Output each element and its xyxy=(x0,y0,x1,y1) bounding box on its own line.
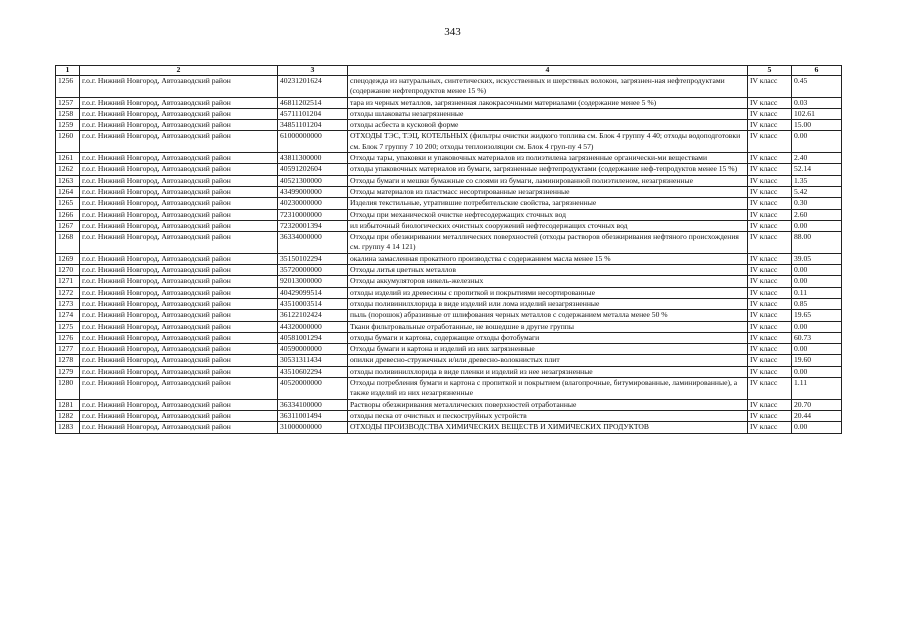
hazard-class-cell: IV класс xyxy=(748,366,792,377)
waste-code-cell: 40231201624 xyxy=(278,76,348,98)
waste-name-cell: отходы асбеста в кусковой форме xyxy=(348,120,748,131)
row-number-cell: 1260 xyxy=(56,131,80,153)
waste-name-cell: опилки древесно-стружечных и/или древесно-волокнистых плит xyxy=(348,355,748,366)
hazard-class-cell: IV класс xyxy=(748,287,792,298)
table-row xyxy=(56,344,842,355)
row-number-cell: 1268 xyxy=(56,232,80,254)
page-number: 343 xyxy=(444,26,461,38)
column-header-3: 3 xyxy=(278,66,348,76)
waste-name-cell: тара из черных металлов, загрязненная лакокрасочными материалами (содержание менее 5 %) xyxy=(348,97,748,108)
waste-name-cell: отходы бумаги и картона, содержащие отходы фотобумаги xyxy=(348,332,748,343)
waste-code-cell: 72310000000 xyxy=(278,209,348,220)
hazard-class-cell: IV класс xyxy=(748,186,792,197)
organization-cell: г.о.г. Нижний Новгород, Автозаводский район xyxy=(80,76,278,98)
amount-cell: 0.11 xyxy=(792,287,842,298)
table-row xyxy=(56,108,842,119)
organization-cell: г.о.г. Нижний Новгород, Автозаводский район xyxy=(80,186,278,197)
organization-cell: г.о.г. Нижний Новгород, Автозаводский район xyxy=(80,120,278,131)
table-row xyxy=(56,220,842,231)
hazard-class-cell: IV класс xyxy=(748,344,792,355)
table-row xyxy=(56,310,842,321)
hazard-class-cell: IV класс xyxy=(748,276,792,287)
waste-code-cell: 43499000000 xyxy=(278,186,348,197)
column-header-6: 6 xyxy=(792,66,842,76)
organization-cell: г.о.г. Нижний Новгород, Автозаводский район xyxy=(80,344,278,355)
amount-cell: 39.05 xyxy=(792,253,842,264)
table-row xyxy=(56,253,842,264)
column-header-5: 5 xyxy=(748,66,792,76)
organization-cell: г.о.г. Нижний Новгород, Автозаводский район xyxy=(80,276,278,287)
hazard-class-cell: IV класс xyxy=(748,310,792,321)
waste-code-cell: 40230000000 xyxy=(278,198,348,209)
table-row xyxy=(56,410,842,421)
waste-code-cell: 44320000000 xyxy=(278,321,348,332)
waste-code-cell: 72320001394 xyxy=(278,220,348,231)
table-row xyxy=(56,164,842,175)
waste-name-cell: Ткани фильтровальные отработанные, не вошедшие в другие группы xyxy=(348,321,748,332)
organization-cell: г.о.г. Нижний Новгород, Автозаводский район xyxy=(80,410,278,421)
row-number-cell: 1258 xyxy=(56,108,80,119)
organization-cell: г.о.г. Нижний Новгород, Автозаводский район xyxy=(80,175,278,186)
amount-cell: 2.40 xyxy=(792,153,842,164)
row-number-cell: 1270 xyxy=(56,265,80,276)
organization-cell: г.о.г. Нижний Новгород, Автозаводский район xyxy=(80,321,278,332)
waste-name-cell: отходы поливинилхлорида в виде изделий или лома изделий незагрязненные xyxy=(348,298,748,309)
waste-code-cell: 43510602294 xyxy=(278,366,348,377)
waste-code-cell: 40581001294 xyxy=(278,332,348,343)
waste-name-cell: ОТХОДЫ ПРОИЗВОДСТВА ХИМИЧЕСКИХ ВЕЩЕСТВ И ХИМИЧЕСКИХ ПРОДУКТОВ xyxy=(348,422,748,433)
organization-cell: г.о.г. Нижний Новгород, Автозаводский район xyxy=(80,253,278,264)
amount-cell: 1.11 xyxy=(792,378,842,400)
amount-cell: 102.61 xyxy=(792,108,842,119)
row-number-cell: 1274 xyxy=(56,310,80,321)
amount-cell: 0.00 xyxy=(792,131,842,153)
row-number-cell: 1257 xyxy=(56,97,80,108)
hazard-class-cell: IV класс xyxy=(748,175,792,186)
row-number-cell: 1266 xyxy=(56,209,80,220)
amount-cell: 0.00 xyxy=(792,321,842,332)
amount-cell: 19.60 xyxy=(792,355,842,366)
waste-code-cell: 36311001494 xyxy=(278,410,348,421)
row-number-cell: 1276 xyxy=(56,332,80,343)
amount-cell: 20.70 xyxy=(792,399,842,410)
amount-cell: 0.00 xyxy=(792,276,842,287)
waste-name-cell: Отходы бумаги и картона и изделий из них загрязненные xyxy=(348,344,748,355)
organization-cell: г.о.г. Нижний Новгород, Автозаводский район xyxy=(80,366,278,377)
hazard-class-cell: IV класс xyxy=(748,97,792,108)
table-row xyxy=(56,120,842,131)
row-number-cell: 1272 xyxy=(56,287,80,298)
row-number-cell: 1261 xyxy=(56,153,80,164)
hazard-class-cell: IV класс xyxy=(748,108,792,119)
waste-name-cell: Отходы потребления бумаги и картона с пропиткой и покрытием (влагопрочные, битумированные, ламинированные), а также изделий из них незагрязненные xyxy=(348,378,748,400)
column-header-1: 1 xyxy=(56,66,80,76)
waste-code-cell: 40591202604 xyxy=(278,164,348,175)
amount-cell: 88.00 xyxy=(792,232,842,254)
waste-name-cell: отходы упаковочных материалов из бумаги, загрязненные нефтепродуктами (содержание неф-тепродуктов менее 15 %) xyxy=(348,164,748,175)
hazard-class-cell: IV класс xyxy=(748,298,792,309)
table-row xyxy=(56,232,842,254)
waste-name-cell: Изделия текстильные, утратившие потребительские свойства, загрязненные xyxy=(348,198,748,209)
organization-cell: г.о.г. Нижний Новгород, Автозаводский район xyxy=(80,298,278,309)
hazard-class-cell: IV класс xyxy=(748,198,792,209)
hazard-class-cell: IV класс xyxy=(748,265,792,276)
hazard-class-cell: IV класс xyxy=(748,153,792,164)
waste-name-cell: Отходы бумаги и мешки бумажные со слоями из бумаги, ламинированной полиэтиленом, незагрязненные xyxy=(348,175,748,186)
row-number-cell: 1273 xyxy=(56,298,80,309)
organization-cell: г.о.г. Нижний Новгород, Автозаводский район xyxy=(80,97,278,108)
row-number-cell: 1277 xyxy=(56,344,80,355)
amount-cell: 0.00 xyxy=(792,366,842,377)
waste-name-cell: отходы поливинилхлорида в виде пленки и изделий из нее незагрязненные xyxy=(348,366,748,377)
amount-cell: 15.00 xyxy=(792,120,842,131)
row-number-cell: 1265 xyxy=(56,198,80,209)
header-row xyxy=(56,66,842,76)
amount-cell: 5.42 xyxy=(792,186,842,197)
table-row xyxy=(56,399,842,410)
waste-code-cell: 36122102424 xyxy=(278,310,348,321)
waste-code-cell: 34851101204 xyxy=(278,120,348,131)
amount-cell: 0.00 xyxy=(792,422,842,433)
waste-name-cell: окалина замасленная прокатного производства с содержанием масла менее 15 % xyxy=(348,253,748,264)
amount-cell: 0.30 xyxy=(792,198,842,209)
hazard-class-cell: IV класс xyxy=(748,422,792,433)
hazard-class-cell: IV класс xyxy=(748,399,792,410)
table-row xyxy=(56,209,842,220)
waste-code-cell: 30531311434 xyxy=(278,355,348,366)
table-row xyxy=(56,97,842,108)
table-row xyxy=(56,276,842,287)
waste-code-cell: 43510003514 xyxy=(278,298,348,309)
hazard-class-cell: IV класс xyxy=(748,321,792,332)
waste-name-cell: ил избыточный биологических очистных сооружений нефтесодержащих сточных вод xyxy=(348,220,748,231)
table-row xyxy=(56,265,842,276)
waste-name-cell: пыль (порошок) абразивные от шлифования черных металлов с содержанием металла менее 50 % xyxy=(348,310,748,321)
table-row xyxy=(56,153,842,164)
waste-name-cell: Отходы при механической очистке нефтесодержащих сточных вод xyxy=(348,209,748,220)
table-row xyxy=(56,321,842,332)
organization-cell: г.о.г. Нижний Новгород, Автозаводский район xyxy=(80,153,278,164)
amount-cell: 19.65 xyxy=(792,310,842,321)
waste-code-cell: 45711101204 xyxy=(278,108,348,119)
hazard-class-cell: IV класс xyxy=(748,209,792,220)
organization-cell: г.о.г. Нижний Новгород, Автозаводский район xyxy=(80,198,278,209)
row-number-cell: 1269 xyxy=(56,253,80,264)
waste-name-cell: отходы шлаковаты незагрязненные xyxy=(348,108,748,119)
table-row xyxy=(56,366,842,377)
organization-cell: г.о.г. Нижний Новгород, Автозаводский район xyxy=(80,164,278,175)
hazard-class-cell: IV класс xyxy=(748,410,792,421)
table-row xyxy=(56,186,842,197)
waste-code-cell: 36334100000 xyxy=(278,399,348,410)
row-number-cell: 1280 xyxy=(56,378,80,400)
row-number-cell: 1278 xyxy=(56,355,80,366)
amount-cell: 0.00 xyxy=(792,265,842,276)
waste-name-cell: отходы изделий из древесины с пропиткой и покрытиями несортированные xyxy=(348,287,748,298)
hazard-class-cell: IV класс xyxy=(748,220,792,231)
waste-code-cell: 36334000000 xyxy=(278,232,348,254)
organization-cell: г.о.г. Нижний Новгород, Автозаводский район xyxy=(80,332,278,343)
amount-cell: 0.45 xyxy=(792,76,842,98)
row-number-cell: 1282 xyxy=(56,410,80,421)
table-row xyxy=(56,378,842,400)
row-number-cell: 1259 xyxy=(56,120,80,131)
amount-cell: 20.44 xyxy=(792,410,842,421)
waste-registry-table xyxy=(55,65,842,434)
waste-name-cell: Отходы аккумуляторов никель-железных xyxy=(348,276,748,287)
table-row xyxy=(56,175,842,186)
table-row xyxy=(56,287,842,298)
waste-name-cell: Отходы при обезжиривании металлических поверхностей (отходы растворов обезжиривания нефтяного происхождения см. группу 4 14 121) xyxy=(348,232,748,254)
waste-name-cell: Отходы тары, упаковки и упаковочных материалов из полиэтилена загрязненные органически-ми веществами xyxy=(348,153,748,164)
waste-name-cell: Отходы материалов из пластмасс несортированные незагрязненные xyxy=(348,186,748,197)
waste-code-cell: 40520000000 xyxy=(278,378,348,400)
organization-cell: г.о.г. Нижний Новгород, Автозаводский район xyxy=(80,232,278,254)
organization-cell: г.о.г. Нижний Новгород, Автозаводский район xyxy=(80,399,278,410)
waste-code-cell: 40429099514 xyxy=(278,287,348,298)
table-row xyxy=(56,355,842,366)
hazard-class-cell: IV класс xyxy=(748,232,792,254)
organization-cell: г.о.г. Нижний Новгород, Автозаводский район xyxy=(80,131,278,153)
table-row xyxy=(56,131,842,153)
waste-code-cell: 35720000000 xyxy=(278,265,348,276)
waste-name-cell: ОТХОДЫ ТЭС, ТЭЦ, КОТЕЛЬНЫХ (фильтры очистки жидкого топлива см. Блок 4 группу 4 40; отходы водоподготовки см. Блок 7 группу 7 10 200; отходы теплоизоляции см. Блок 4 груп-пу 4 57) xyxy=(348,131,748,153)
hazard-class-cell: IV класс xyxy=(748,378,792,400)
amount-cell: 0.00 xyxy=(792,220,842,231)
row-number-cell: 1271 xyxy=(56,276,80,287)
waste-code-cell: 43811300000 xyxy=(278,153,348,164)
hazard-class-cell: IV класс xyxy=(748,164,792,175)
row-number-cell: 1262 xyxy=(56,164,80,175)
row-number-cell: 1267 xyxy=(56,220,80,231)
hazard-class-cell: IV класс xyxy=(748,120,792,131)
row-number-cell: 1275 xyxy=(56,321,80,332)
waste-code-cell: 40521300000 xyxy=(278,175,348,186)
amount-cell: 1.35 xyxy=(792,175,842,186)
hazard-class-cell: IV класс xyxy=(748,131,792,153)
organization-cell: г.о.г. Нижний Новгород, Автозаводский район xyxy=(80,355,278,366)
table-body xyxy=(56,76,842,434)
row-number-cell: 1264 xyxy=(56,186,80,197)
column-header-2: 2 xyxy=(80,66,278,76)
column-header-4: 4 xyxy=(348,66,748,76)
amount-cell: 0.85 xyxy=(792,298,842,309)
hazard-class-cell: IV класс xyxy=(748,332,792,343)
organization-cell: г.о.г. Нижний Новгород, Автозаводский район xyxy=(80,220,278,231)
waste-code-cell: 46811202514 xyxy=(278,97,348,108)
amount-cell: 2.60 xyxy=(792,209,842,220)
waste-name-cell: Растворы обезжиривания металлических поверхностей отработанные xyxy=(348,399,748,410)
row-number-cell: 1281 xyxy=(56,399,80,410)
table-row xyxy=(56,332,842,343)
waste-name-cell: спецодежда из натуральных, синтетических, искусственных и шерстяных волокон, загрязнен-ная нефтепродуктами (содержание нефтепродуктов менее 15 %) xyxy=(348,76,748,98)
waste-code-cell: 40590000000 xyxy=(278,344,348,355)
amount-cell: 0.00 xyxy=(792,344,842,355)
waste-code-cell: 61000000000 xyxy=(278,131,348,153)
row-number-cell: 1256 xyxy=(56,76,80,98)
amount-cell: 60.73 xyxy=(792,332,842,343)
waste-name-cell: отходы песка от очистных и пескоструйных устройств xyxy=(348,410,748,421)
hazard-class-cell: IV класс xyxy=(748,76,792,98)
waste-code-cell: 35150102294 xyxy=(278,253,348,264)
row-number-cell: 1263 xyxy=(56,175,80,186)
organization-cell: г.о.г. Нижний Новгород, Автозаводский район xyxy=(80,378,278,400)
waste-code-cell: 92013000000 xyxy=(278,276,348,287)
table-row xyxy=(56,76,842,98)
row-number-cell: 1279 xyxy=(56,366,80,377)
hazard-class-cell: IV класс xyxy=(748,355,792,366)
waste-code-cell: 31000000000 xyxy=(278,422,348,433)
table-header xyxy=(56,66,842,76)
organization-cell: г.о.г. Нижний Новгород, Автозаводский район xyxy=(80,108,278,119)
organization-cell: г.о.г. Нижний Новгород, Автозаводский район xyxy=(80,287,278,298)
amount-cell: 52.14 xyxy=(792,164,842,175)
table-row xyxy=(56,198,842,209)
table-row xyxy=(56,422,842,433)
hazard-class-cell: IV класс xyxy=(748,253,792,264)
waste-name-cell: Отходы литья цветных металлов xyxy=(348,265,748,276)
organization-cell: г.о.г. Нижний Новгород, Автозаводский район xyxy=(80,310,278,321)
organization-cell: г.о.г. Нижний Новгород, Автозаводский район xyxy=(80,265,278,276)
table-row xyxy=(56,298,842,309)
amount-cell: 0.03 xyxy=(792,97,842,108)
row-number-cell: 1283 xyxy=(56,422,80,433)
organization-cell: г.о.г. Нижний Новгород, Автозаводский район xyxy=(80,422,278,433)
organization-cell: г.о.г. Нижний Новгород, Автозаводский район xyxy=(80,209,278,220)
